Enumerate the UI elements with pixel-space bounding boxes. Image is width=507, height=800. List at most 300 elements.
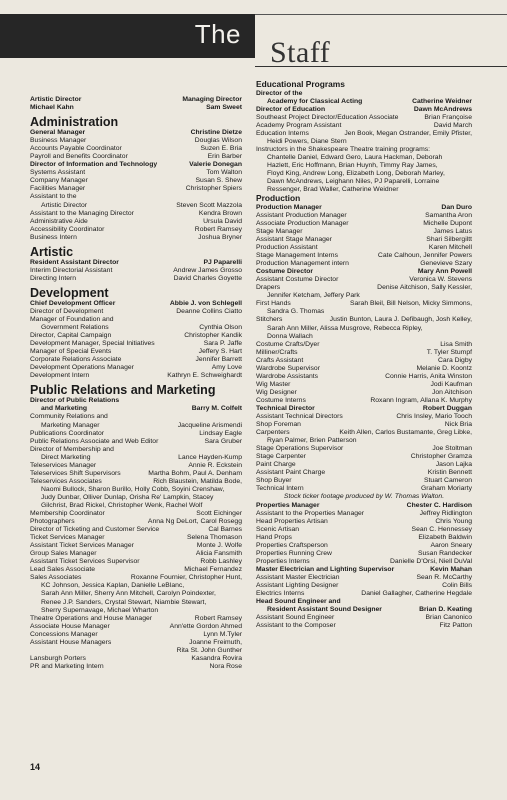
- staff-name: Aaron Sneary: [430, 541, 472, 549]
- staff-row: [30, 526, 242, 534]
- section-heading: Administration: [30, 115, 119, 130]
- staff-role: Stage Manager: [256, 227, 303, 235]
- staff-row: [256, 469, 472, 477]
- staff-row: [256, 122, 472, 130]
- staff-name: Daniel Gallagher, Catherine Hegdale: [361, 590, 472, 598]
- staff-role: Technical Director: [256, 404, 315, 412]
- staff-row: [256, 341, 472, 349]
- staff-role: Shop Buyer: [256, 477, 292, 485]
- staff-names-continued: Renee J.P. Sanders, Crystal Stewart, Niambie Stewart,: [41, 598, 207, 606]
- staff-row: [256, 518, 472, 526]
- staff-role: Director of Development: [30, 307, 104, 315]
- staff-role: Concessions Manager: [30, 630, 98, 638]
- section-heading: Production: [256, 193, 301, 204]
- staff-row: [30, 104, 242, 112]
- staff-name: Danielle D'Orsi, Niell DuVal: [389, 557, 472, 565]
- staff-row: [256, 98, 472, 106]
- staff-role: Group Sales Manager: [30, 550, 97, 558]
- staff-role: Publications Coordinator: [30, 429, 105, 437]
- staff-role: Resident Assistant Sound Designer: [267, 606, 382, 614]
- staff-role: Assistant House Managers: [30, 638, 112, 646]
- staff-role: Director of Public Relations: [30, 397, 120, 405]
- staff-role: Electrics Interns: [256, 590, 305, 598]
- staff-name: Sara P. Jaffe: [203, 340, 242, 348]
- staff-role: Assistant Costume Director: [256, 276, 339, 284]
- staff-role: Wardrobe Assistants: [256, 372, 319, 380]
- staff-role: Assistant to the Composer: [256, 622, 336, 630]
- staff-role: Head Properties Artisan: [256, 517, 328, 525]
- staff-role: Sales Associates: [30, 574, 82, 582]
- staff-name: Brian Canonico: [425, 614, 472, 622]
- staff-name: Robert Ramsey: [194, 614, 242, 622]
- staff-name: Susan Randecker: [417, 549, 472, 557]
- staff-name: PJ Paparelli: [203, 258, 242, 266]
- staff-row: [30, 324, 242, 332]
- staff-name: Robb Lashley: [200, 558, 242, 566]
- section-heading: Public Relations and Marketing: [30, 383, 216, 398]
- staff-role: Assistant Sound Engineer: [256, 614, 335, 622]
- staff-name: Cynthia Olson: [199, 324, 242, 332]
- staff-name: Cal Barnes: [208, 526, 242, 534]
- staff-row: [256, 373, 472, 381]
- staff-role: Artistic Director: [41, 201, 88, 209]
- staff-role: Stitchers: [256, 316, 283, 324]
- staff-row: [30, 518, 242, 526]
- staff-role: Assistant Technical Directors: [256, 413, 343, 421]
- staff-name: Managing Director: [182, 96, 242, 103]
- staff-name: Karen Mitchell: [428, 244, 472, 252]
- staff-role: Stage Management Interns: [256, 252, 338, 260]
- staff-row: [256, 526, 472, 534]
- staff-row: [256, 598, 472, 606]
- staff-role: Drapers: [256, 284, 281, 292]
- staff-row: [30, 566, 242, 574]
- staff-row: [256, 212, 472, 220]
- staff-row: [256, 574, 472, 582]
- staff-row: [30, 446, 242, 454]
- staff-name: Jason Lajka: [435, 461, 472, 469]
- staff-row: [30, 639, 242, 647]
- staff-row: [30, 129, 242, 137]
- staff-names-continued: Dawn McAndrews, Leighann Niles, PJ Paparelli, Lorraine: [267, 178, 440, 186]
- staff-role: Production Assistant: [256, 244, 318, 252]
- staff-names-continued: Gilchrist, Brad Rickel, Christopher Wenk, Rachel Wolf: [41, 501, 203, 509]
- staff-row: [256, 413, 472, 421]
- staff-names-continued: KC Johnson, Jessica Kaplan, Danielle LeBlanc,: [41, 582, 185, 590]
- staff-row: [256, 252, 472, 260]
- staff-row: [256, 477, 472, 485]
- staff-name: Chris Young: [435, 517, 472, 525]
- staff-role: Director of Education: [256, 105, 326, 113]
- banner-title: The: [194, 19, 241, 49]
- staff-name: Jon Aitchison: [431, 388, 472, 396]
- header-banner: [0, 14, 255, 58]
- staff-role: Corporate Relations Associate: [30, 356, 122, 364]
- staff-name: Tom Walton: [206, 169, 242, 177]
- staff-role: Hand Props: [256, 533, 292, 541]
- staff-row: [30, 145, 242, 153]
- staff-row: [30, 202, 242, 210]
- staff-row: [30, 405, 242, 413]
- staff-name: James Latus: [433, 227, 472, 235]
- staff-names-continued: Chantelle Daniel, Edward Gero, Laura Hackman, Deborah: [267, 153, 443, 161]
- staff-name: Douglas Wilson: [194, 137, 242, 145]
- staff-name: Suzen E. Bria: [200, 145, 242, 153]
- staff-role: Costume Director: [256, 268, 314, 276]
- staff-role: Teleservices Shift Supervisors: [30, 469, 121, 477]
- left-column: [30, 96, 242, 671]
- staff-row: [256, 582, 472, 590]
- staff-role: Assistant to the Managing Director: [30, 209, 134, 217]
- staff-names-continued: Judy Dunbar, Olliver Dunlap, Orisha Re' Lampkin, Stacey: [41, 493, 214, 501]
- staff-row: [30, 332, 242, 340]
- staff-row: [256, 300, 472, 308]
- staff-name: Scott Eichinger: [196, 510, 242, 518]
- staff-row: [256, 405, 472, 413]
- staff-role: Administrative Aide: [30, 217, 88, 225]
- staff-role: Teleservices Associates: [30, 477, 102, 485]
- staff-role: Paint Charge: [256, 461, 296, 469]
- staff-role: Director, Capital Campaign: [30, 332, 112, 340]
- staff-row: [256, 606, 472, 614]
- staff-name: Jeffrey Ridlington: [419, 509, 472, 517]
- staff-role: Director of the: [256, 89, 303, 97]
- section-heading: Artistic: [30, 244, 74, 259]
- staff-row: [30, 438, 242, 446]
- staff-role: Michael Kahn: [30, 104, 74, 112]
- staff-role: Costume Crafts/Dyer: [256, 340, 320, 348]
- staff-name: Jacqueline Arismendi: [177, 421, 242, 429]
- staff-role: Stage Operations Supervisor: [256, 445, 344, 453]
- staff-row: [256, 220, 472, 228]
- staff-row: [256, 236, 472, 244]
- staff-row: [30, 96, 242, 104]
- staff-row: [256, 244, 472, 252]
- staff-name: Jodi Kaufman: [430, 380, 472, 388]
- staff-name: Catherine Weidner: [412, 97, 472, 105]
- staff-role: Business Intern: [30, 233, 77, 241]
- staff-role: Direct Marketing: [41, 453, 91, 461]
- staff-name: Fitz Patton: [439, 622, 472, 630]
- staff-name: Nora Rose: [209, 662, 242, 670]
- staff-name: Kevin Mahan: [430, 565, 472, 573]
- staff-role: Properties Running Crew: [256, 549, 332, 557]
- staff-row: [30, 161, 242, 169]
- staff-name: Christopher Gramza: [410, 453, 472, 461]
- staff-name: Robert Duggan: [422, 404, 472, 412]
- staff-name: Veronica W. Stevens: [409, 276, 472, 284]
- staff-row: [30, 364, 242, 372]
- staff-row: [30, 542, 242, 550]
- staff-name: Keith Allen, Carlos Bustamante, Greg Libke,: [339, 429, 472, 437]
- staff-row: [30, 623, 242, 631]
- staff-row: [256, 590, 472, 598]
- staff-name: Selena Thomason: [186, 534, 242, 542]
- staff-role: Assistant Production Manager: [256, 211, 347, 219]
- staff-role: General Manager: [30, 129, 86, 137]
- staff-names-continued: Sarah Ann Miller, Alissa Musgrove, Rebecca Ripley,: [267, 324, 423, 332]
- staff-name: Kasandra Rovira: [191, 654, 242, 662]
- staff-name: Lynn M.Tyler: [203, 630, 242, 638]
- staff-row: [256, 542, 472, 550]
- staff-role: Facilities Manager: [30, 185, 86, 193]
- staff-name: Kathryn E. Schweighardt: [167, 372, 242, 380]
- staff-row: [256, 453, 472, 461]
- staff-role: Costume Interns: [256, 396, 306, 404]
- staff-name: Chris Insley, Mario Tooch: [396, 413, 472, 421]
- staff-row: [30, 663, 242, 671]
- staff-role: Resident Assistant Director: [30, 258, 119, 266]
- staff-row: [256, 550, 472, 558]
- staff-row: [30, 210, 242, 218]
- staff-role: Development Operations Manager: [30, 364, 134, 372]
- staff-role: Ticket Services Manager: [30, 534, 105, 542]
- staff-name: Erin Barber: [207, 153, 242, 161]
- staff-row: [30, 177, 242, 185]
- staff-names-continued: Naomi Bullock, Sharon Burillo, Holly Cobb, Soyini Crenshaw,: [41, 485, 225, 493]
- staff-name: Lance Hayden-Kump: [178, 453, 242, 461]
- staff-role: Southeast Project Director/Education Associate: [256, 113, 399, 121]
- staff-row: [256, 510, 472, 518]
- staff-role: Education Interns: [256, 129, 309, 137]
- staff-role: Public Relations Associate and Web Editor: [30, 437, 159, 445]
- staff-role: Wig Designer: [256, 388, 297, 396]
- staff-role: First Hands: [256, 300, 291, 308]
- staff-role: Wardrobe Supervisor: [256, 364, 320, 372]
- staff-name: Martha Bohm, Paul A. Denham: [148, 469, 242, 477]
- staff-row: [256, 502, 472, 510]
- staff-role: Assistant Ticket Services Manager: [30, 542, 134, 550]
- staff-row: [30, 510, 242, 518]
- staff-role: Assistant Lighting Designer: [256, 582, 339, 589]
- staff-name: Graham Moriarty: [421, 485, 472, 493]
- staff-row: [256, 381, 472, 389]
- staff-role: Assistant Paint Charge: [256, 469, 326, 477]
- staff-role: Assistant to the Properties Manager: [256, 509, 365, 517]
- staff-name: Christopher Kandik: [184, 332, 242, 340]
- staff-role: PR and Marketing Intern: [30, 662, 104, 670]
- staff-row: [30, 300, 242, 308]
- staff-name: Ursula David: [203, 217, 242, 225]
- staff-row: [256, 260, 472, 268]
- staff-role: Development Manager, Special Initiatives: [30, 340, 155, 348]
- staff-name: Jennifer Barrett: [195, 356, 242, 364]
- staff-role: Manager of Special Events: [30, 348, 112, 356]
- staff-name: Denise Aitchison, Sally Kessler,: [377, 284, 472, 292]
- staff-role: Accounts Payable Coordinator: [30, 145, 122, 153]
- staff-name: Jen Book, Megan Ostrander, Emily Pfister,: [344, 129, 472, 137]
- staff-role: Accessibility Coordinator: [30, 225, 105, 233]
- staff-row: [256, 228, 472, 236]
- staff-row: [30, 218, 242, 226]
- staff-row: [30, 340, 242, 348]
- staff-row: [30, 372, 242, 380]
- staff-role: Government Relations: [41, 324, 109, 332]
- staff-role: Community Relations and: [30, 413, 108, 421]
- staff-name: Barry M. Colfelt: [191, 405, 242, 413]
- staff-row: [30, 267, 242, 275]
- staff-row: [256, 421, 472, 429]
- staff-role: Artistic Director: [30, 96, 82, 103]
- staff-role: Wig Master: [256, 380, 291, 388]
- staff-name: Deanne Collins Ciatto: [176, 307, 242, 315]
- staff-name: Jeffery S. Hart: [198, 348, 242, 356]
- staff-names-continued: Floyd King, Andrew Long, Elizabeth Long, Deborah Marley,: [267, 170, 445, 178]
- staff-role: Manager of Foundation and: [30, 315, 114, 323]
- staff-row: [30, 550, 242, 558]
- staff-name: Monte J. Wolfe: [196, 542, 242, 550]
- staff-name: Robert Ramsey: [194, 225, 242, 233]
- staff-role: Properties Interns: [256, 557, 310, 565]
- staff-role: Technical Intern: [256, 485, 304, 493]
- staff-row: [30, 615, 242, 623]
- staff-row: [256, 429, 472, 437]
- staff-row: [256, 397, 472, 405]
- staff-name: Roxann Ingram, Allana K. Murphy: [370, 396, 472, 404]
- staff-row: [30, 234, 242, 242]
- staff-role: Director of Membership and: [30, 445, 114, 453]
- staff-name: David March: [433, 121, 472, 129]
- staff-row: [30, 422, 242, 430]
- staff-name: Kendra Brown: [198, 209, 242, 217]
- staff-name: Brian D. Keating: [419, 606, 472, 614]
- staff-name: T. Tyler Stumpf: [426, 348, 472, 356]
- staff-role: Lansburgh Porters: [30, 654, 86, 662]
- staff-row: [30, 462, 242, 470]
- staff-role: Instructors in the Shakespeare Theatre training programs:: [256, 145, 431, 153]
- staff-row: [30, 137, 242, 145]
- staff-names-continued: Donna Wallach: [267, 332, 313, 340]
- staff-role: Head Sound Engineer and: [256, 598, 341, 606]
- staff-role: Properties Craftsperson: [256, 541, 328, 549]
- staff-row: [256, 566, 472, 574]
- staff-title: Staff: [270, 36, 331, 69]
- staff-row: [256, 90, 472, 98]
- staff-name: Kristin Bennett: [427, 469, 472, 477]
- staff-role: Director of Information and Technology: [30, 161, 158, 169]
- staff-role: Academy Program Assistant: [256, 121, 342, 129]
- staff-row: [256, 461, 472, 469]
- staff-row: [30, 185, 242, 193]
- staff-row: [30, 397, 242, 405]
- section-heading: Development: [30, 285, 109, 300]
- staff-role: Assistant Stage Manager: [256, 235, 332, 243]
- staff-name: Chester C. Hardison: [406, 501, 472, 509]
- staff-role: Crafts Assistant: [256, 356, 304, 364]
- staff-row: [256, 357, 472, 365]
- staff-row: [256, 204, 472, 212]
- staff-row: [30, 574, 242, 582]
- staff-row: [30, 169, 242, 177]
- staff-row: [256, 614, 472, 622]
- staff-row: [30, 413, 242, 421]
- staff-name: Valerie Donegan: [189, 161, 242, 169]
- staff-role: Assistant to the: [30, 193, 77, 201]
- staff-name: Lindsay Eagle: [199, 429, 242, 437]
- staff-role: Associate House Manager: [30, 622, 110, 630]
- staff-name: Stuart Cameron: [424, 477, 472, 485]
- staff-row: [30, 153, 242, 161]
- staff-names-continued: Hazlett, Eric Hoffmann, Brian Huynh, Timmy Ray James,: [267, 162, 438, 170]
- staff-name: Abbie J. von Schlegell: [169, 299, 242, 307]
- staff-role: Academy for Classical Acting: [267, 97, 363, 105]
- staff-name: Rich Blaustein, Matilda Bode,: [153, 477, 242, 485]
- page-number: 14: [30, 762, 41, 772]
- staff-row: [256, 268, 472, 276]
- staff-names-continued: Sarah Ann Miller, Sherry Ann Mitchell, Carolyn Poindexter,: [41, 590, 216, 598]
- staff-row: [30, 478, 242, 486]
- staff-row: [30, 631, 242, 639]
- staff-names-continued: Sherry Supernavage, Michael Wharton: [41, 606, 159, 614]
- staff-name: Rita St. John Gunther: [176, 646, 242, 654]
- credit-note: Stock ticker footage produced by W. Thomas Walton.: [283, 493, 445, 501]
- staff-name: Samantha Aron: [425, 211, 472, 219]
- staff-name: Brian Françoise: [424, 113, 472, 121]
- staff-row: [256, 284, 472, 292]
- staff-row: [30, 534, 242, 542]
- staff-name: Amy Love: [211, 364, 242, 372]
- staff-role: Systems Assistant: [30, 169, 86, 177]
- staff-role: Production Manager: [256, 203, 322, 211]
- staff-row: [30, 275, 242, 283]
- staff-row: [30, 655, 242, 663]
- staff-role: Director of Ticketing and Customer Service: [30, 526, 160, 534]
- staff-name: Annie R. Eckstein: [188, 461, 242, 469]
- staff-names-continued: Ressenger, Brad Waller, Catherine Weidner: [267, 186, 399, 194]
- staff-name: Christine Dietze: [190, 129, 242, 137]
- staff-row: [256, 622, 472, 630]
- staff-role: Directing Intern: [30, 274, 77, 282]
- staff-role: Carpenters: [256, 429, 290, 437]
- staff-row: [256, 146, 472, 154]
- staff-name: Andrew James Grosso: [173, 266, 242, 274]
- section-heading: Educational Programs: [256, 79, 345, 89]
- staff-role: Master Electrician and Lighting Supervisor: [256, 565, 395, 573]
- staff-names-continued: Sandra G. Thomas: [267, 308, 325, 316]
- staff-row: [30, 308, 242, 316]
- staff-role: Shop Foreman: [256, 421, 301, 429]
- staff-role: Development Intern: [30, 372, 90, 380]
- staff-row: [256, 445, 472, 453]
- staff-row: [30, 454, 242, 462]
- staff-role: Assistant Master Electrician: [256, 573, 340, 581]
- staff-name: Cara Digby: [438, 356, 472, 364]
- staff-row: [30, 348, 242, 356]
- title-rule: [255, 66, 507, 67]
- staff-name: Dan Duro: [441, 203, 472, 211]
- staff-role: Business Manager: [30, 137, 87, 145]
- staff-names-continued: Jennifer Ketcham, Jeffery Park: [267, 292, 360, 300]
- staff-row: [30, 193, 242, 201]
- staff-role: Marketing Manager: [41, 421, 100, 429]
- staff-row: [30, 430, 242, 438]
- staff-role: Payroll and Benefits Coordinator: [30, 153, 128, 161]
- staff-name: Elizabeth Baldwin: [418, 533, 472, 541]
- staff-role: Associate Production Manager: [256, 219, 349, 227]
- staff-row: [256, 365, 472, 373]
- staff-names-continued: Ryan Palmer, Brien Patterson: [267, 437, 357, 445]
- staff-name: Genevieve Szary: [420, 260, 472, 268]
- staff-name: David Charles Goyette: [173, 274, 242, 282]
- staff-name: Colin Bills: [442, 582, 472, 589]
- staff-name: Anna Ng DeLort, Carol Rosegg: [147, 518, 242, 526]
- staff-name: Joanne Freimuth,: [189, 638, 242, 646]
- staff-row: [256, 276, 472, 284]
- staff-row: [256, 106, 472, 114]
- staff-role: and Marketing: [41, 405, 88, 413]
- staff-role: Properties Manager: [256, 501, 320, 509]
- staff-name: Sara Gruber: [204, 437, 242, 445]
